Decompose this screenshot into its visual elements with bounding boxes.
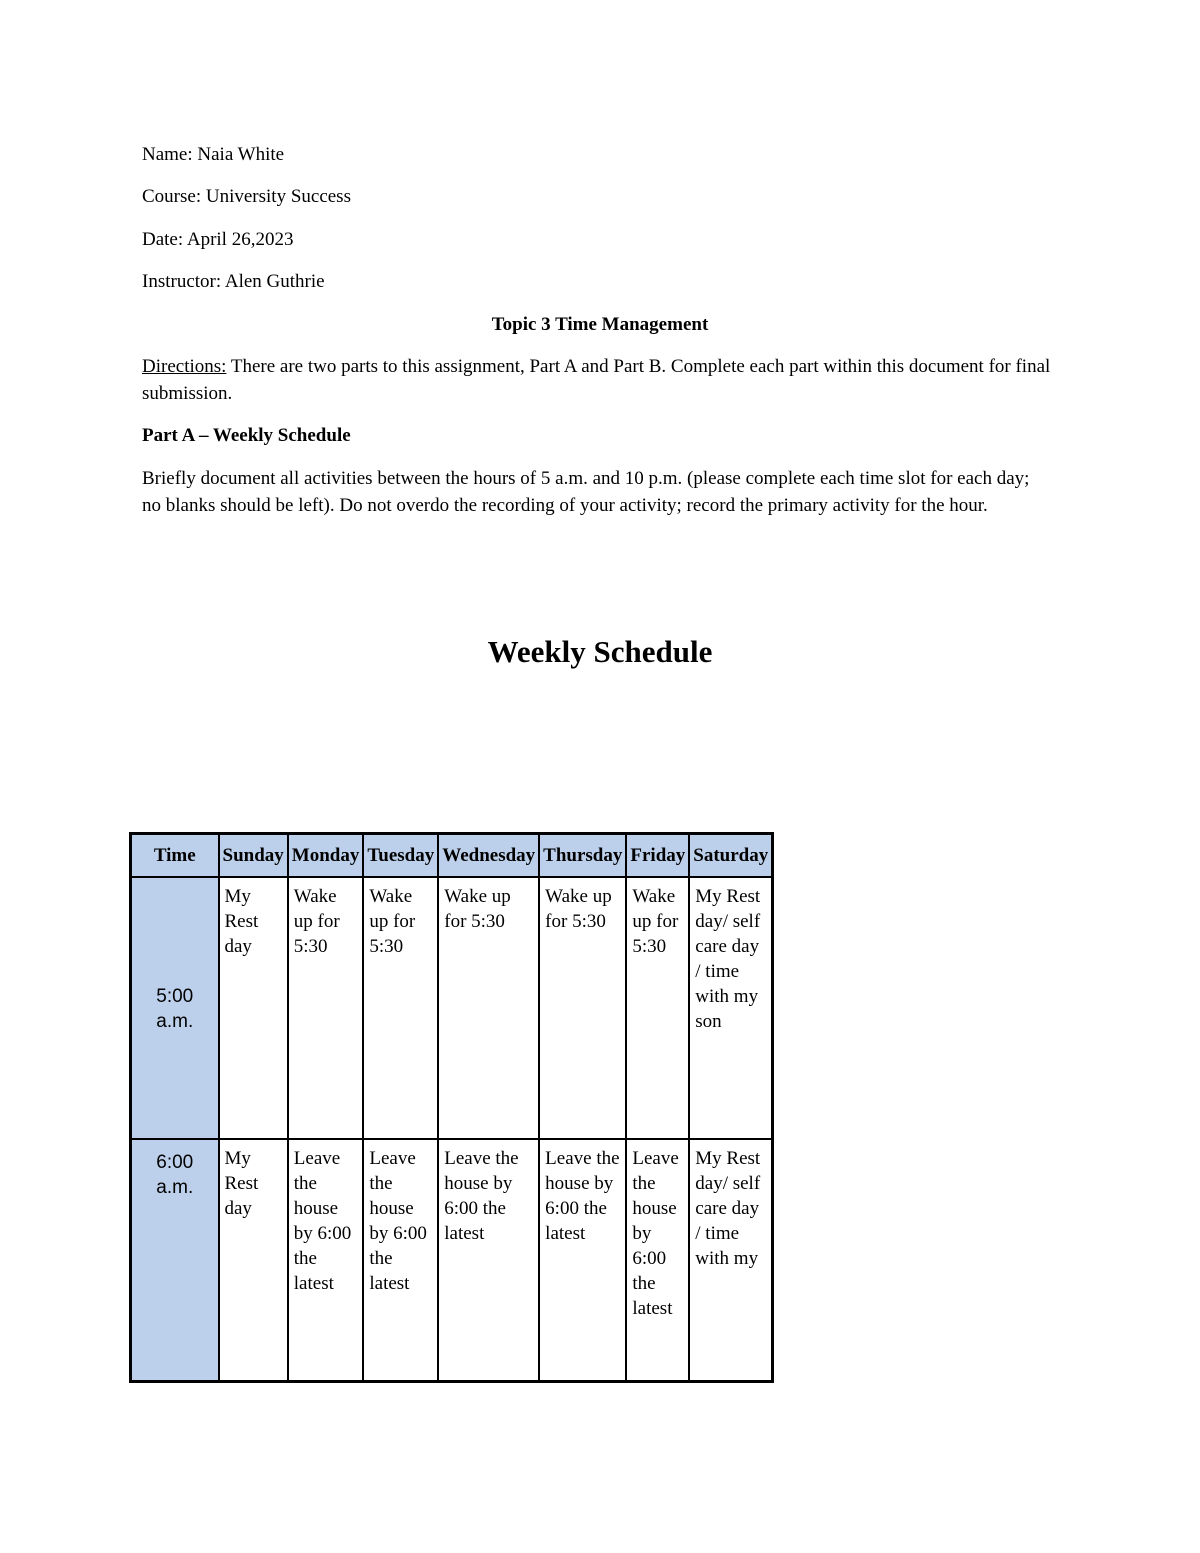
activity-cell: My Rest day/ self care day / time with my son: [689, 877, 772, 1139]
activity-cell: My Rest day: [219, 877, 288, 1139]
table-header-row: [131, 834, 773, 878]
activity-cell: Leave the house by 6:00 the latest: [626, 1139, 689, 1382]
activity-cell: My Rest day: [219, 1139, 288, 1382]
submission-date: Date: April 26,2023: [142, 229, 294, 250]
directions-paragraph: [142, 353, 1052, 407]
activity-cell: Wake up for 5:30: [539, 877, 626, 1139]
topic-title: Topic 3 Time Management: [491, 314, 709, 335]
activity-cell: My Rest day/ self care day / time with my: [689, 1139, 772, 1382]
student-name: Name: Naia White: [142, 144, 285, 165]
activity-cell: Wake up for 5:30: [438, 877, 539, 1139]
header-saturday: Saturday: [689, 834, 772, 878]
activity-cell: Leave the house by 6:00 the latest: [539, 1139, 626, 1382]
activity-cell: Wake up for 5:30: [363, 877, 438, 1139]
weekly-schedule-table: [129, 832, 774, 1383]
activity-cell: Leave the house by 6:00 the latest: [363, 1139, 438, 1382]
header-time: Time: [131, 834, 219, 878]
header-sunday: Sunday: [219, 834, 288, 878]
header-tuesday: Tuesday: [363, 834, 438, 878]
activity-cell: Wake up for 5:30: [288, 877, 364, 1139]
header-wednesday: Wednesday: [438, 834, 539, 878]
header-friday: Friday: [626, 834, 689, 878]
time-cell: 5:00 a.m.: [131, 877, 219, 1139]
activity-cell: Leave the house by 6:00 the latest: [288, 1139, 364, 1382]
directions-label: Directions:: [142, 356, 227, 377]
table-row: [131, 1139, 773, 1382]
part-a-heading: Part A – Weekly Schedule: [142, 425, 351, 446]
schedule-title: Weekly Schedule: [487, 634, 713, 669]
activity-cell: Leave the house by 6:00 the latest: [438, 1139, 539, 1382]
header-monday: Monday: [288, 834, 364, 878]
directions-text: There are two parts to this assignment, Part A and Part B. Complete each part within this document for final submission.: [142, 356, 1051, 404]
time-cell: 6:00 a.m.: [131, 1139, 219, 1382]
course-name: Course: University Success: [142, 186, 351, 207]
part-a-instructions: Briefly document all activities between the hours of 5 a.m. and 10 p.m. (please complete each time slot for each day; no blanks should be left). Do not overdo the recording of your activity; record the primary activity for the hour.: [142, 468, 1030, 516]
instructor-name: Instructor: Alen Guthrie: [142, 271, 325, 292]
header-thursday: Thursday: [539, 834, 626, 878]
table-row: [131, 877, 773, 1139]
activity-cell: Wake up for 5:30: [626, 877, 689, 1139]
